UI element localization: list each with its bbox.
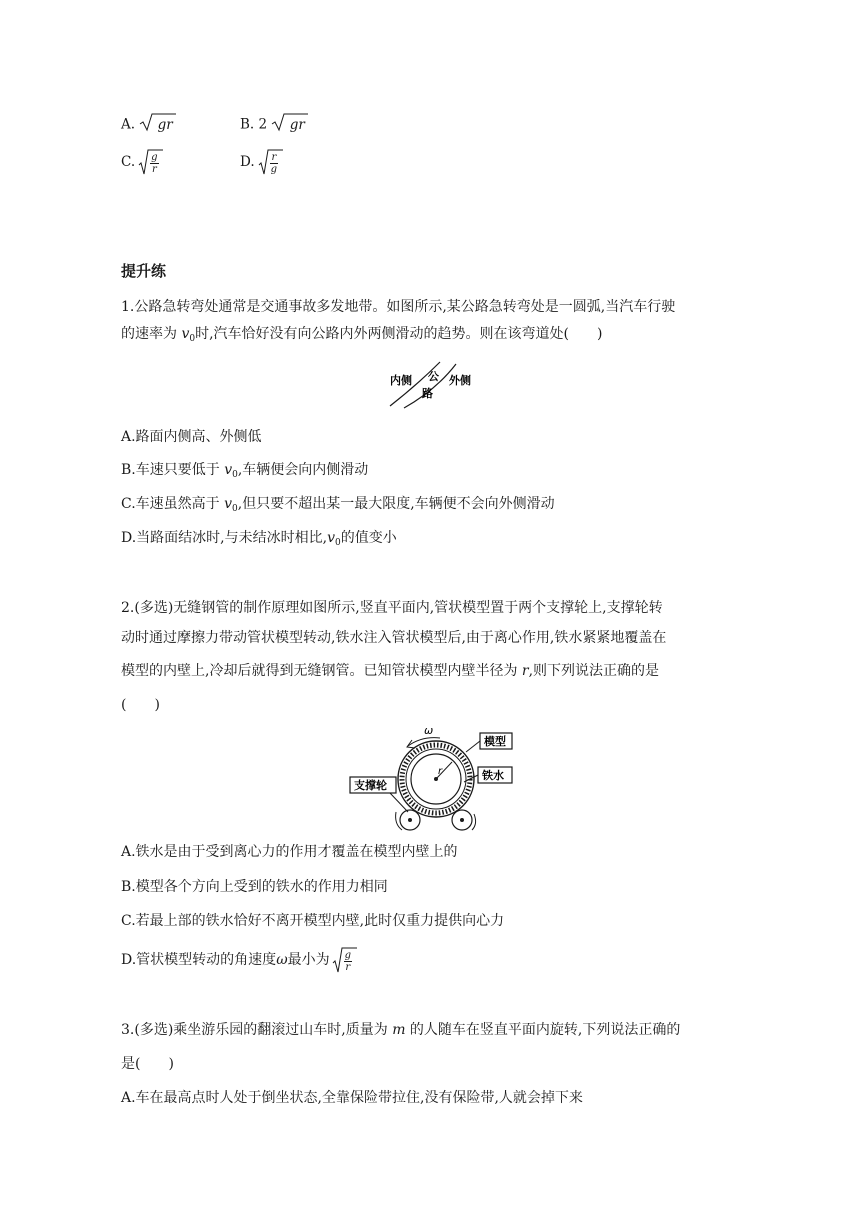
section-title: 提升练 [121, 262, 167, 280]
option-d-label: D. [240, 154, 255, 170]
fig-iron-label: 铁水 [482, 769, 504, 782]
q2-line-1: 2.(多选)无缝钢管的制作原理如图所示,竖直平面内,管状模型置于两个支撑轮上,支撑轮转 [121, 600, 663, 616]
q1-line-1: 1.公路急转弯处通常是交通事故多发地带。如图所示,某公路急转弯处是一圆弧,当汽车行驶 [121, 299, 676, 315]
fig-omega-label: ω [424, 724, 434, 737]
q3-line-1: 3.(多选)乘坐游乐园的翻滚过山车时,质量为 m 的人随车在竖直平面内旋转,下列说法正确的 [121, 1022, 681, 1038]
fig-outer-label: 外侧 [449, 374, 471, 387]
option-c-denominator: r [151, 164, 157, 175]
option-b-expr: gr [289, 116, 305, 133]
q2-line-3: 模型的内壁上,冷却后就得到无缝钢管。已知管状模型内壁半径为 r,则下列说法正确的是 [121, 663, 660, 679]
option-c [121, 148, 164, 176]
option-d [240, 148, 284, 176]
q2-option-d: D.管状模型转动的角速度 ω 最小为 $\frac{g}{r}$ [121, 946, 358, 974]
option-c-numerator: g [151, 152, 158, 163]
q1-option-c: C.车速虽然高于 $v_0$,但只要不超出某一最大限度,车辆便不会向外侧滑动 [121, 496, 555, 514]
option-d-numerator: r [271, 152, 277, 163]
fig-wheel-label: 支撑轮 [354, 779, 387, 792]
option-b [240, 112, 329, 138]
q1-line-2: 的速率为 $v_0$时,汽车恰好没有向公路内外两侧滑动的趋势。则在该弯道处( ) [121, 326, 603, 344]
q3-line-2: 是( ) [121, 1056, 174, 1072]
fig-road-label-1: 公 [428, 370, 439, 383]
q2-option-b: B.模型各个方向上受到的铁水的作用力相同 [121, 879, 388, 895]
sqrt-fraction: $\frac{g}{r}$ [332, 946, 358, 974]
q2-line-4: ( ) [121, 697, 160, 713]
option-a [121, 112, 197, 138]
fig-radius-label: r [438, 766, 443, 777]
option-b-label: B. 2 [240, 116, 268, 133]
fig-road-label-2: 路 [422, 387, 433, 400]
q2-option-a: A.铁水是由于受到离心力的作用才覆盖在模型内壁上的 [121, 844, 458, 860]
q3-option-a: A.车在最高点时人处于倒坐状态,全靠保险带拉住,没有保险带,人就会掉下来 [121, 1090, 583, 1106]
road-curve-figure [378, 360, 508, 410]
fig-inner-label: 内侧 [390, 374, 412, 387]
seamless-pipe-figure [340, 722, 520, 834]
option-d-denominator: g [270, 164, 278, 175]
q2-option-c: C.若最上部的铁水恰好不离开模型内壁,此时仅重力提供向心力 [121, 913, 505, 929]
option-a-label: A. [121, 116, 136, 133]
option-a-expr: gr [157, 116, 173, 133]
q1-option-b: B.车速只要低于 $v_0$,车辆便会向内侧滑动 [121, 462, 369, 480]
fig-model-label: 模型 [484, 735, 506, 748]
sqrt-fraction [258, 148, 284, 176]
sqrt-fraction [138, 148, 164, 176]
q1-option-d: D.当路面结冰时,与未结冰时相比$,v_0$的值变小 [121, 530, 397, 548]
q2-line-2: 动时通过摩擦力带动管状模型转动,铁水注入管状模型后,由于离心作用,铁水紧紧地覆盖在 [121, 630, 667, 646]
option-c-label: C. [121, 154, 136, 170]
q1-option-a: A.路面内侧高、外侧低 [121, 429, 262, 445]
